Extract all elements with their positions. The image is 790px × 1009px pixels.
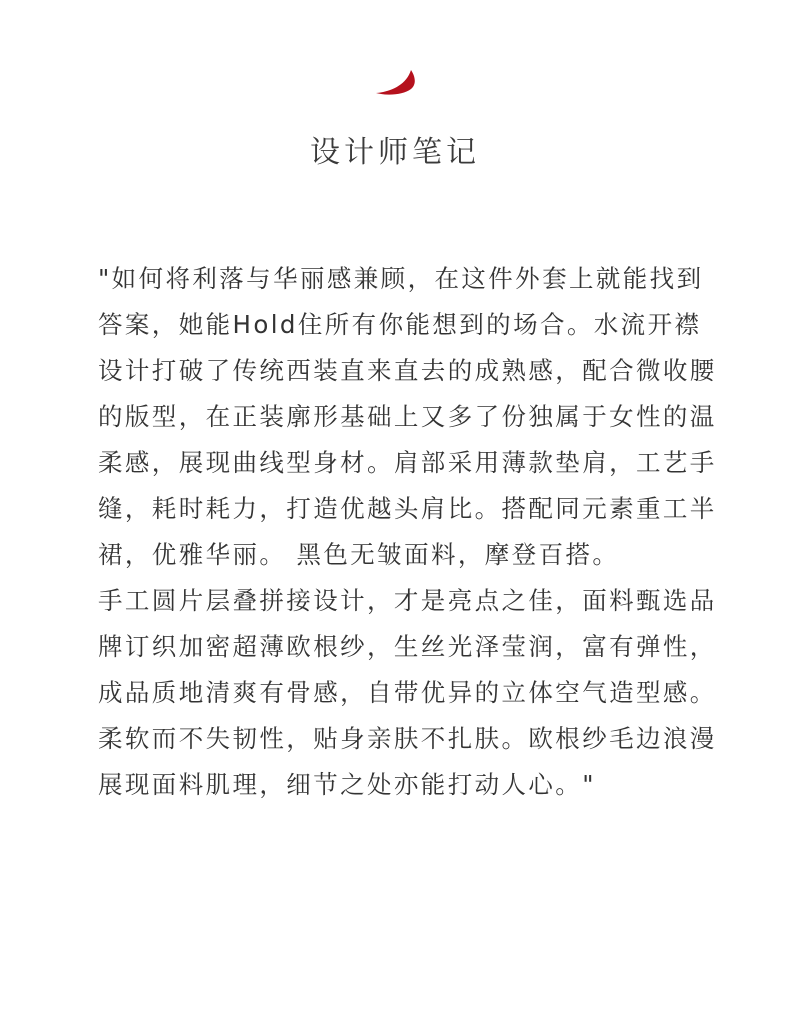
red-crescent-brushstroke-icon: [373, 68, 417, 96]
note-line: 的版型，在正装廓形基础上又多了份独属于女性的温: [98, 402, 717, 431]
note-line: 柔感，展现曲线型身材。肩部采用薄款垫肩，工艺手: [98, 448, 717, 477]
note-line: 展现面料肌理，细节之处亦能打动人心。": [98, 770, 596, 799]
note-line: 成品质地清爽有骨感，自带优异的立体空气造型感。: [98, 678, 717, 707]
designer-note-body: [98, 256, 717, 808]
note-line: 缝，耗时耗力，打造优越头肩比。搭配同元素重工半: [98, 494, 717, 523]
note-line: 设计打破了传统西装直来直去的成熟感，配合微收腰: [98, 356, 717, 385]
note-line: 牌订织加密超薄欧根纱，生丝光泽莹润，富有弹性，: [98, 632, 717, 661]
note-line: 手工圆片层叠拼接设计，才是亮点之佳，面料甄选品: [98, 586, 717, 615]
note-line: 答案，她能Hold住所有你能想到的场合。水流开襟: [98, 310, 702, 339]
page-title: 设计师笔记: [310, 135, 480, 170]
note-line: 柔软而不失韧性，贴身亲肤不扎肤。欧根纱毛边浪漫: [98, 724, 717, 753]
note-line: "如何将利落与华丽感兼顾，在这件外套上就能找到: [98, 264, 704, 293]
note-line: 裙，优雅华丽。 黑色无皱面料，摩登百搭。: [98, 540, 620, 569]
